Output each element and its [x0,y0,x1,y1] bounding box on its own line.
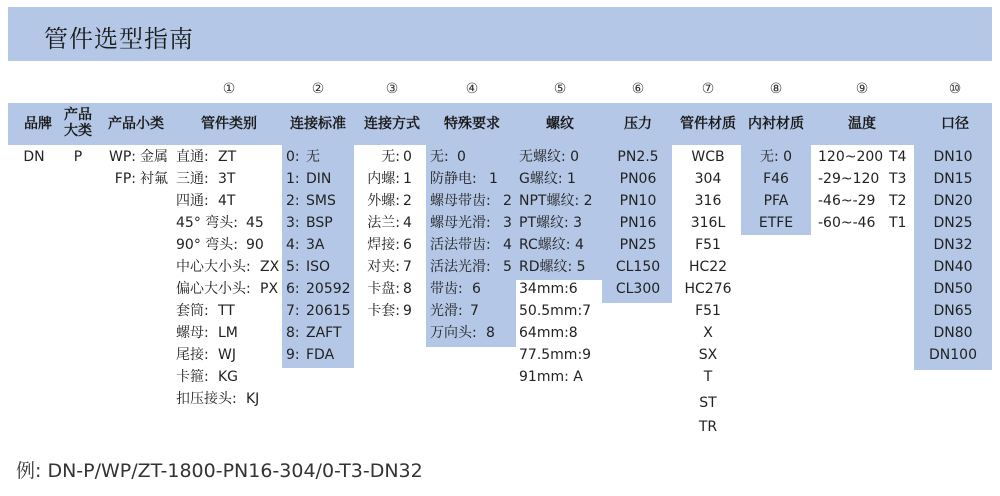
connection-standard-code: 4: [286,237,300,253]
fitting-material-item: ST [699,395,717,411]
pressure-item: PN2.5 [617,149,659,165]
special-requirement-code: 2 [503,193,512,209]
diameter-item: DN40 [933,259,973,275]
fitting-material-item: X [703,325,713,341]
fitting-type-name: 45° 弯头: [176,215,238,231]
header-pressure: 压力 [624,116,652,132]
product-sub-code: WP: [108,149,136,165]
special-requirement-code: 8 [486,325,495,341]
fitting-type-name: 扣压接头: [176,391,237,407]
fitting-type-code: 3T [218,171,236,187]
connection-standard-code: 9: [286,347,300,363]
special-requirement-name: 活法带齿: [430,237,491,253]
temperature-range: -29~120 [818,171,880,187]
connection-method-code: 8 [403,281,412,297]
fitting-material-item: 304 [694,171,722,187]
temperature-code: T2 [889,193,907,209]
thread-item: RD螺纹: 5 [519,259,586,275]
connection-standard-name: 无 [306,149,320,165]
temperature-code: T3 [889,171,907,187]
thread-item: 64mm:8 [519,325,578,341]
special-requirement-name: 螺母光滑: [430,215,491,231]
special-requirement-code: 5 [503,259,512,275]
fitting-material-item: F51 [695,303,721,319]
special-requirement-code: 3 [503,215,512,231]
connection-method-name: 无: [381,149,400,165]
special-requirement-code: 7 [470,303,479,319]
column-number-4: ④ [465,81,479,97]
product-sub-code: FP: [114,171,136,187]
special-requirement-code: 4 [503,237,512,253]
header-product-major-line1: 产品 [64,107,92,123]
fitting-material-item: 316 [694,193,722,209]
thread-item: 34mm:6 [519,281,578,297]
fitting-type-code: KG [218,369,239,385]
temperature-code: T4 [889,149,907,165]
fitting-type-name: 直通: [176,149,209,165]
header-temperature: 温度 [848,116,876,132]
connection-method-name: 卡套: [367,303,400,319]
connection-standard-code: 3: [286,215,300,231]
fitting-material-item: SX [698,347,718,363]
special-requirement-name: 万向头: [430,325,477,341]
fitting-type-code: PX [260,281,279,297]
column-number-8: ⑧ [769,81,783,97]
connection-standard-name: 20615 [306,303,351,319]
title-banner [8,7,992,61]
diameter-item: DN25 [933,215,973,231]
diameter-item: DN50 [933,281,973,297]
temperature-range: 120~200 [818,149,884,165]
diameter-item: DN100 [929,347,977,363]
fitting-type-name: 偏心大小头: [176,281,251,297]
thread-item: RC螺纹: 4 [519,237,584,253]
fitting-type-code: KJ [246,391,260,407]
connection-standard-name: SMS [306,193,336,209]
lining-material-item: PFA [763,193,789,209]
header-fitting-material: 管件材质 [680,116,736,132]
diameter-item: DN10 [933,149,973,165]
fitting-material-item: HC276 [684,281,732,297]
connection-method-name: 卡盘: [367,281,400,297]
connection-method-name: 焊接: [367,237,400,253]
connection-method-name: 法兰: [367,215,400,231]
fitting-type-name: 三通: [176,171,209,187]
lining-material-item: ETFE [758,215,794,231]
pressure-item: CL300 [615,281,661,297]
connection-method-code: 7 [403,259,412,275]
connection-method-name: 外螺: [367,193,400,209]
lining-material-item: F46 [763,171,789,187]
fitting-type-name: 套筒: [176,303,209,319]
connection-method-name: 对夹: [367,259,400,275]
special-requirement-name: 无: [430,149,449,165]
column-number-3: ③ [385,81,399,97]
fitting-material-item: TR [698,419,718,435]
special-requirement-name: 带齿: [430,281,463,297]
connection-standard-code: 2: [286,193,300,209]
column-number-row [0,81,1000,103]
brand-value: DN [23,149,45,165]
diameter-item: DN20 [933,193,973,209]
connection-method-code: 0 [403,149,412,165]
thread-item: NPT螺纹: 2 [519,193,593,209]
connection-standard-name: 20592 [306,281,351,297]
special-requirement-code: 6 [472,281,481,297]
connection-standard-code: 5: [286,259,300,275]
column-number-1: ① [222,81,236,97]
pressure-item: PN10 [619,193,657,209]
pressure-item: PN16 [619,215,657,231]
connection-standard-code: 6: [286,281,300,297]
fitting-type-name: 螺母: [176,325,209,341]
fitting-type-name: 90° 弯头: [176,237,238,253]
lining-material-item: 无: 0 [759,149,793,165]
header-product-major-line2: 大类 [64,123,92,139]
connection-method-name: 内螺: [367,171,400,187]
connection-standard-code: 8: [286,325,300,341]
header-brand: 品牌 [24,116,52,132]
pressure-item: CL150 [615,259,661,275]
column-number-2: ② [311,81,325,97]
fitting-material-item: HC22 [688,259,728,275]
fitting-type-code: 4T [218,193,236,209]
header-connection-standard: 连接标准 [290,116,346,132]
special-requirement-name: 螺母带齿: [430,193,491,209]
product-sub-name: 衬氟 [140,171,168,187]
connection-method-code: 9 [403,303,412,319]
page-title: 管件选型指南 [44,25,194,53]
temperature-range: -60~-46 [818,215,876,231]
example-code: 例: DN-P/WP/ZT-1800-PN16-304/0-T3-DN32 [16,460,423,482]
thread-item: G螺纹: 1 [519,171,576,187]
header-product-sub: 产品小类 [108,116,164,132]
fitting-material-item: F51 [695,237,721,253]
special-requirement-code: 1 [489,171,498,187]
connection-standard-code: 0: [286,149,300,165]
pressure-item: PN25 [619,237,657,253]
product-sub-name: 金属 [140,149,168,165]
fitting-type-code: TT [218,303,235,319]
connection-standard-code: 1: [286,171,300,187]
header-thread: 螺纹 [546,116,574,132]
connection-method-code: 2 [403,193,412,209]
connection-standard-name: FDA [306,347,335,363]
connection-method-code: 6 [403,237,412,253]
diameter-item: DN65 [933,303,973,319]
thread-item: PT螺纹: 3 [519,215,583,231]
diameter-item: DN32 [933,237,973,253]
product-major-value: P [73,149,83,165]
connection-standard-name: ISO [306,259,331,275]
temperature-range: -46~-29 [818,193,876,209]
column-number-9: ⑨ [855,81,869,97]
column-number-10: ⑩ [948,81,962,97]
connection-standard-name: ZAFT [306,325,342,341]
connection-method-code: 1 [403,171,412,187]
diameter-item: DN80 [933,325,973,341]
column-number-6: ⑥ [631,81,645,97]
special-requirement-name: 活法光滑: [430,259,491,275]
connection-method-code: 4 [403,215,412,231]
header-connection-method: 连接方式 [364,116,420,132]
column-number-7: ⑦ [701,81,715,97]
special-requirement-code: 0 [457,149,466,165]
fitting-material-item: T [703,369,713,385]
header-diameter: 口径 [941,116,969,132]
pressure-item: PN06 [619,171,657,187]
header-lining-material: 内衬材质 [748,116,804,132]
fitting-material-item: 316L [690,215,726,231]
connection-standard-name: DIN [306,171,332,187]
fitting-type-code: WJ [218,347,236,363]
fitting-type-name: 尾接: [176,347,209,363]
diameter-item: DN15 [933,171,973,187]
temperature-code: T1 [889,215,907,231]
thread-item: 50.5mm:7 [519,303,592,319]
fitting-type-code: 45 [246,215,264,231]
connection-standard-name: 3A [306,237,325,253]
fitting-type-name: 中心大小头: [176,259,251,275]
column-number-5: ⑤ [553,81,567,97]
fitting-type-code: LM [218,325,238,341]
thread-item: 91mm: A [519,369,583,385]
header-product-major [64,107,92,139]
header-fitting-type: 管件类别 [201,116,257,132]
fitting-type-code: ZT [218,149,237,165]
connection-standard-name: BSP [306,215,333,231]
header-special-requirement: 特殊要求 [444,116,500,132]
special-requirement-name: 光滑: [430,303,463,319]
special-requirement-name: 防静电: [430,171,477,187]
fitting-type-code: 90 [246,237,264,253]
thread-item: 77.5mm:9 [519,347,592,363]
fitting-material-item: WCB [691,149,725,165]
fitting-type-code: ZX [260,259,280,275]
fitting-type-name: 四通: [176,193,209,209]
fitting-type-name: 卡箍: [176,369,209,385]
connection-standard-code: 7: [286,303,300,319]
thread-item: 无螺纹: 0 [519,149,580,165]
